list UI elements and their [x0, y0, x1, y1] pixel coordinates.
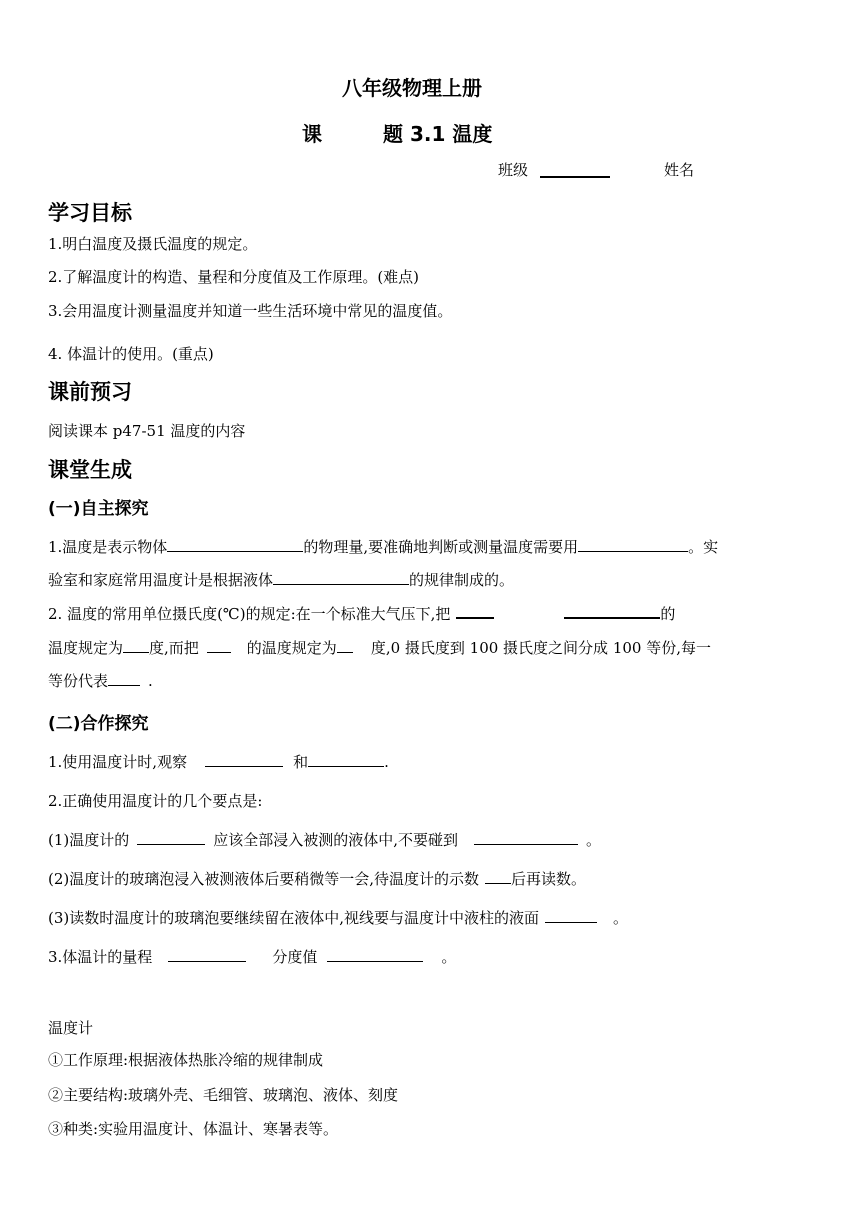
answer-blank[interactable]: [474, 829, 578, 845]
document-title: 八年级物理上册: [342, 76, 482, 100]
s1-text-b: 应该全部浸入被测的液体中,不要碰到: [213, 831, 459, 849]
s2-text-b: 后再读数。: [511, 870, 587, 888]
q1-text-a: 1.温度是表示物体: [48, 538, 168, 556]
s1-text-c: 。: [586, 831, 602, 849]
answer-blank[interactable]: [578, 536, 688, 552]
part2-q1: [48, 751, 389, 772]
q2-text-e: 的温度规定为: [246, 639, 337, 657]
name-label: 姓名: [664, 161, 695, 179]
answer-blank[interactable]: [167, 536, 303, 552]
q3-text-c: 。: [441, 948, 457, 966]
answer-blank[interactable]: [456, 603, 494, 619]
q1-text-c: 。实: [688, 538, 719, 556]
preview-text: 阅读课本 p47-51 温度的内容: [48, 422, 246, 440]
notes-item: ②主要结构:玻璃外壳、毛细管、玻璃泡、液体、刻度: [48, 1086, 399, 1104]
answer-blank[interactable]: [337, 637, 353, 653]
goal-item: 1.明白温度及摄氏温度的规定。: [48, 235, 258, 253]
q1-text-b: 的物理量,要准确地判断或测量温度需要用: [303, 538, 579, 556]
part2-s1: [48, 829, 601, 850]
q1-text-d: 验室和家庭常用温度计是根据液体: [48, 571, 274, 589]
p2-q1-text-a: 1.使用温度计时,观察: [48, 753, 188, 771]
answer-blank[interactable]: [564, 603, 660, 619]
q3-text-a: 3.体温计的量程: [48, 948, 153, 966]
part2-q2: 2.正确使用温度计的几个要点是:: [48, 792, 263, 810]
goal-item: 3.会用温度计测量温度并知道一些生活环境中常见的温度值。: [48, 302, 453, 320]
part1-q2-line1: [48, 603, 675, 624]
goal-item: 2.了解温度计的构造、量程和分度值及工作原理。(难点): [48, 268, 420, 286]
answer-blank[interactable]: [137, 829, 205, 845]
s2-text-a: (2)温度计的玻璃泡浸入被测液体后要稍微等一会,待温度计的示数: [48, 870, 480, 888]
answer-blank[interactable]: [205, 751, 283, 767]
s1-text-a: (1)温度计的: [48, 831, 130, 849]
part1-q1-line1: [48, 536, 718, 557]
q1-text-e: 的规律制成的。: [409, 571, 515, 589]
class-blank[interactable]: [540, 162, 610, 178]
q2-text-d: 度,而把: [149, 639, 199, 657]
q3-text-b: 分度值: [272, 948, 318, 966]
answer-blank[interactable]: [273, 569, 409, 585]
part2-heading: (二)合作探究: [48, 714, 149, 734]
answer-blank[interactable]: [545, 907, 597, 923]
s3-text-a: (3)读数时温度计的玻璃泡要继续留在液体中,视线要与温度计中液柱的液面: [48, 909, 540, 927]
notes-title: 温度计: [48, 1019, 94, 1037]
part1-q2-line2: [48, 637, 711, 658]
part2-s2: [48, 868, 586, 889]
answer-blank[interactable]: [108, 670, 140, 686]
preview-heading: 课前预习: [48, 380, 132, 404]
part1-heading: (一)自主探究: [48, 499, 149, 519]
answer-blank[interactable]: [123, 637, 149, 653]
answer-blank[interactable]: [327, 946, 423, 962]
answer-blank[interactable]: [485, 868, 511, 884]
q2-text-g: 等份代表: [48, 672, 109, 690]
part2-q3: [48, 946, 456, 967]
classroom-heading: 课堂生成: [48, 458, 132, 482]
answer-blank[interactable]: [308, 751, 384, 767]
part2-s3: [48, 907, 628, 928]
class-label: 班级: [498, 161, 529, 179]
s3-text-b: 。: [613, 909, 629, 927]
part1-q2-line3: [48, 670, 153, 691]
notes-item: ①工作原理:根据液体热胀冷缩的规律制成: [48, 1051, 324, 1069]
part1-q1-line2: [48, 569, 514, 590]
q2-text-f: 度,0 摄氏度到 100 摄氏度之间分成 100 等份,每一: [370, 639, 711, 657]
q2-text-a: 2. 温度的常用单位摄氏度(℃)的规定:在一个标准大气压下,把: [48, 605, 451, 623]
answer-blank[interactable]: [168, 946, 246, 962]
topic-label: 课: [302, 122, 322, 146]
p2-q1-text-c: .: [384, 753, 389, 771]
topic-title: 题 3.1 温度: [383, 122, 493, 146]
q2-text-h: .: [148, 672, 153, 690]
goal-item: 4. 体温计的使用。(重点): [48, 345, 214, 363]
notes-item: ③种类:实验用温度计、体温计、寒暑表等。: [48, 1120, 339, 1138]
q2-text-b: 的: [660, 605, 676, 623]
p2-q1-text-b: 和: [293, 753, 309, 771]
answer-blank[interactable]: [207, 637, 231, 653]
goals-heading: 学习目标: [48, 201, 132, 225]
q2-text-c: 温度规定为: [48, 639, 124, 657]
